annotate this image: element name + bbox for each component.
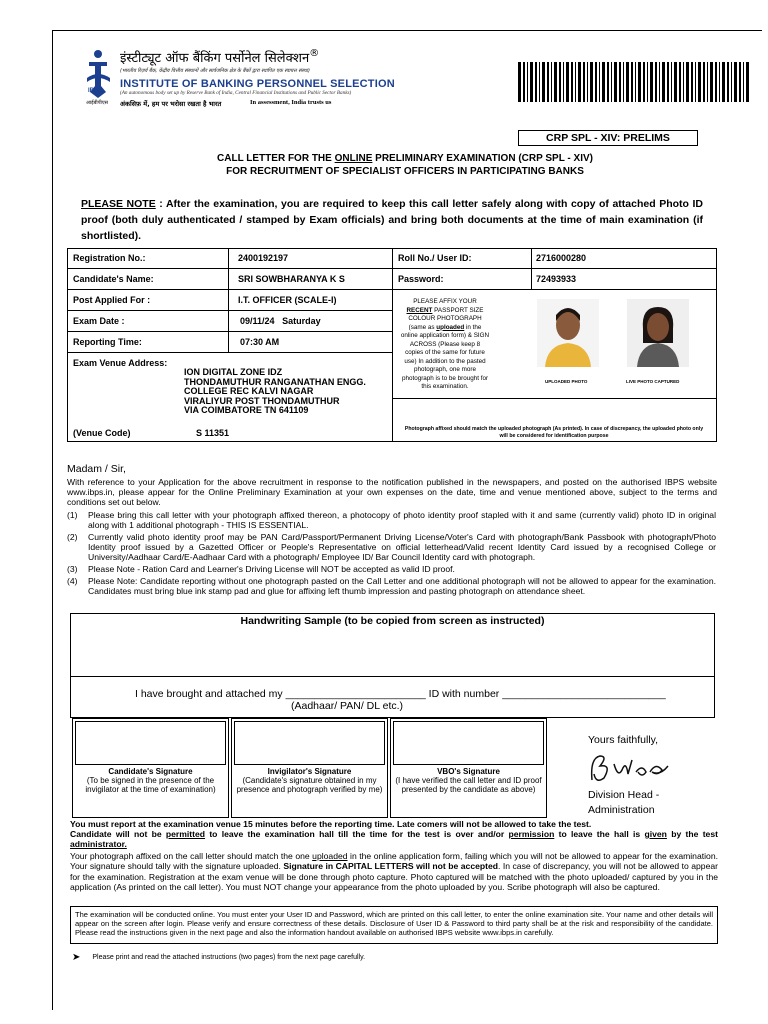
online-exam-info-box: The examination will be conducted online. You must enter your User ID and Password, which are printed on this call letter, to enter the online examination site. Your name and other details will appear on the screen after login. Please verify and ensure correctness of these details. Disclosure of User ID & Password to third party shall be at the risk and responsibility of the candidate. Please read the instructions given in the next page and also the information handout available on authorised IBPS website www.ibps.in carefully. [70,906,718,944]
org-hindi-name: इंस्टीट्यूट ऑफ बैंकिंग पर्सोनेल सिलेक्शन® [120,48,320,66]
title-line-1: CALL LETTER FOR THE ONLINE PRELIMINARY EXAMINATION (CRP SPL - XIV) [217,153,593,164]
footer-note: ➤ Please print and read the attached instructions (two pages) from the next page carefully. [72,952,366,963]
tagline-bar [84,98,348,110]
venue-code-label: (Venue Code) [73,428,131,438]
photo-match-note: Photograph affixed should match the uploaded photograph (As printed). In case of discrepancy, the uploaded photo only will be considered for identification purpose [404,426,704,439]
candidate-signature-box: Candidate's Signature (To be signed in the presence of the invigilator at the time of examination) [72,718,229,818]
barcode-icon [516,62,752,102]
tagline-english: In assessment, India trusts us [250,99,332,106]
org-name: INSTITUTE OF BANKING PERSONNEL SELECTION [120,78,395,90]
reg-label: Registration No.: [73,253,146,263]
logo-hindi-label: आईबीपीएस [86,100,108,106]
org-subtitle: (An autonomous body set up by Reserve Bank of India, Central Financial Institutions and Public Sector Banks) [120,90,352,96]
invigilator-signature-box: Invigilator's Signature (Candidate's signature obtained in my presence and photograph verified by me) [231,718,388,818]
venue-label: Exam Venue Address: [73,358,168,368]
reporting-warning: You must report at the examination venue 15 minutes before the reporting time. Late comers will not be allowed to take the test. [70,819,592,829]
venue-code-value: S 11351 [196,428,230,438]
reg-value: 2400192197 [238,253,289,263]
uploaded-photo [537,299,599,367]
password-label: Password: [398,274,444,284]
title-line-2: FOR RECRUITMENT OF SPECIALIST OFFICERS IN PARTICIPATING BANKS [226,166,584,177]
tagline-hindi: अंकसिफ़ में, हम पर भरोसा रखता है भारत [120,100,222,108]
post-label: Post Applied For : [73,295,151,305]
division-head-signature-icon [586,750,676,786]
yours-faithfully: Yours faithfully, [588,734,659,746]
id-proof-line: I have brought and attached my ________________________ ID with number ____________________________ [135,688,666,700]
uploaded-photo-label: UPLOADED PHOTO [545,379,588,384]
org-hindi-subtitle: (भारतीय रिज़र्व बैंक, केंद्रीय वित्तीय संस्थानों और सार्वजनिक क्षेत्र के बैंकों द्वारा स्थापित एक स्वायत्त संस्था) [120,68,310,74]
name-value: SRI SOWBHARANYA K S [238,274,345,284]
arrow-icon: ➤ [72,952,81,963]
name-label: Candidate's Name: [73,274,154,284]
logo-abbrev: IBPS [88,88,103,94]
handwriting-sample-box [70,613,715,718]
venue-address: ION DIGITAL ZONE IDZ THONDAMUTHUR RANGANATHAN ENGG. COLLEGE REC KALVI NAGAR VIRALIYUR POST THONDAMUTHUR VIA COIMBATORE TN 641109 [184,367,366,415]
exam-date-value: 09/11/24 Saturday [240,316,321,326]
intro-paragraph: With reference to your Application for the above recruitment in response to the notification published in the newspapers, and posted on the authorised IBPS website www.ibps.in, please appear for the Online Preliminary Examination at your own expenses on the date, time and venue mentioned above, subject to the terms and conditions set out below. [67,477,717,507]
live-photo-label: LIVE PHOTO CAPTURED [626,379,680,384]
please-note: PLEASE NOTE : After the examination, you are required to keep this call letter safely along with copy of attached Photo ID proof (both duly authenticated / stamped by Exam officials) and bring both documents at the time of main examination (if shortlisted). [81,198,703,242]
exam-date-label: Exam Date : [73,316,125,326]
vbo-signature-box: VBO's Signature (I have verified the call letter and ID proof presented by the candidate as above) [390,718,547,818]
id-proof-types: (Aadhaar/ PAN/ DL etc.) [291,700,404,712]
division-head-title: Division Head - Administration [588,789,660,816]
exit-warning: Candidate will not be permitted to leave the examination hall till the time for the test is over and/or permission to leave the hall is given by the test administrator. [70,829,718,849]
photo-signature-paragraph: Your photograph affixed on the call letter should match the one uploaded in the online application form, failing which you will not be allowed to appear for the examination. Your signature should tally with the signature uploaded. Signature in CAPITAL LETTERS will not be accepted. In case of discrepancy, you will not be allowed to appear for the examination. Registration at the exam venue will be done through photo capture. Photo captured will be matched with the photo uploaded/ captured by you in the application (As printed on the call letter). You must NOT change your appearance from the photo uploaded by you. Scribe photograph will also be captured. [70,851,718,892]
roll-value: 2716000280 [536,253,587,263]
affix-photo-instructions: PLEASE AFFIX YOUR RECENT PASSPORT SIZE COLOUR PHOTOGRAPH (same as uploaded in the online application form) & SIGN ACROSS (Please keep 8 copies of the same for future use) In addition to the pasted photograph, one more photograph is to be brought for this examination. [400,298,490,390]
password-value: 72493933 [536,274,577,284]
reporting-time-value: 07:30 AM [240,337,280,347]
exam-code-box: CRP SPL - XIV: PRELIMS [518,130,698,146]
live-photo [627,299,689,367]
roll-label: Roll No./ User ID: [398,253,472,263]
reporting-time-label: Reporting Time: [73,337,142,347]
salutation: Madam / Sir, [67,463,126,475]
post-value: I.T. OFFICER (SCALE-I) [238,295,337,305]
handwriting-title: Handwriting Sample (to be copied from screen as instructed) [240,615,545,627]
